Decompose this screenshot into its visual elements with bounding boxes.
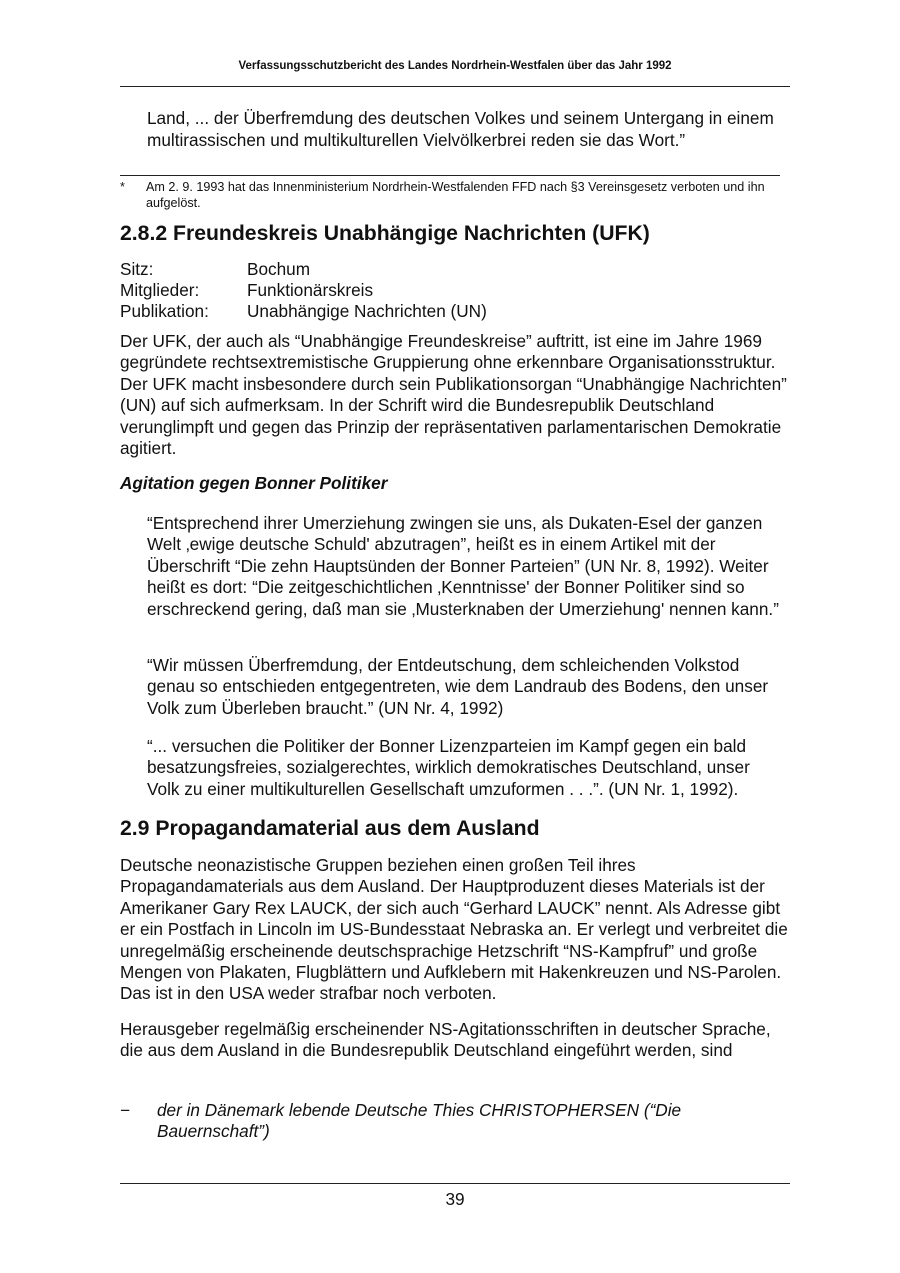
footnote-rule [120,175,780,176]
quote-block: “... versuchen die Politiker der Bonner Lizenzparteien im Kampf gegen ein bald besatzungsfreies, sozialgerechtes, wirklich demokratisches Deutschland, unser Volk zu einer multikulturellen Gesellschaft umzuformen . . .”. (UN Nr. 1, 1992). [147,736,750,799]
list-item [120,1100,780,1143]
running-header: Verfassungsschutzbericht des Landes Nordrhein-Westfalen über das Jahr 1992 [238,60,672,72]
organization-facts [120,259,487,322]
fact-row [120,301,487,322]
ufk-paragraph: Der UFK, der auch als “Unabhängige Freundeskreise” auftritt, ist eine im Jahre 1969 gegründete rechtsextremistische Gruppierung ohne erkennbare Organisationsstruktur. Der UFK macht insbesondere durch sein Publikationsorgan “Unabhängige Nachrichten” (UN) auf sich aufmerksam. In der Schrift wird die Bundesrepublik Deutschland verunglimpft und gegen das Prinzip der repräsentativen parlamentarischen Demokratie agitiert. [120,331,787,459]
quote-block: “Wir müssen Überfremdung, der Entdeutschung, dem schleichenden Volkstod genau so entschieden entgegentreten, wie dem Landraub des Bodens, den unser Volk zum Überleben braucht.” (UN Nr. 4, 1992) [147,655,769,718]
quote-continuation: Land, ... der Überfremdung des deutschen Volkes und seinem Untergang in einem multirassischen und multikulturellen Vielvölkerbrei reden sie das Wort.” [147,108,774,150]
subheading-agitation: Agitation gegen Bonner Politiker [120,473,388,493]
header-rule [120,86,790,87]
fact-value: Unabhängige Nachrichten (UN) [247,301,487,321]
fact-value: Bochum [247,259,311,279]
footnote [120,179,780,211]
propaganda-paragraph-1: Deutsche neonazistische Gruppen beziehen einen großen Teil ihres Propagandamaterials aus dem Ausland. Der Hauptproduzent dieses Materials ist der Amerikaner Gary Rex LAUCK, der sich auch “Gerhard LAUCK” nennt. Als Adresse gibt er ein Postfach in Lincoln im US-Bundesstaat Nebraska an. Er verlegt und verbreitet die unregelmäßig erscheinende deutschsprachige Hetzschrift “NS-Kampfruf” und große Mengen von Plakaten, Flugblättern und Aufklebern mit Hakenkreuzen und NS-Parolen. Das ist in den USA weder strafbar noch verboten. [120,855,788,1004]
fact-row [120,280,487,301]
list-item-text: der in Dänemark lebende Deutsche Thies CHRISTOPHERSEN (“Die Bauernschaft”) [157,1100,682,1142]
footnote-text: Am 2. 9. 1993 hat das Innenministerium Nordrhein-Westfalenden FFD nach §3 Vereinsgesetz verboten und ihn aufgelöst. [146,180,765,210]
propaganda-paragraph-2: Herausgeber regelmäßig erscheinender NS-Agitationsschriften in deutscher Sprache, die aus dem Ausland in die Bundesrepublik Deutschland eingeführt werden, sind [120,1019,771,1061]
fact-row [120,259,487,280]
fact-label: Mitglieder: [120,280,200,300]
section-heading-2-9: 2.9 Propagandamaterial aus dem Ausland [120,817,540,840]
page-number: 39 [445,1189,465,1209]
dash-bullet: − [120,1100,131,1120]
footer-rule [120,1183,790,1184]
footnote-mark: * [120,180,125,194]
fact-value: Funktionärskreis [247,280,374,300]
section-heading-2-8-2: 2.8.2 Freundeskreis Unabhängige Nachrichten (UFK) [120,222,650,245]
quote-block: “Entsprechend ihrer Umerziehung zwingen sie uns, als Dukaten-Esel der ganzen Welt ‚ewige deutsche Schuld' abzutragen”, heißt es in einem Artikel mit der Überschrift “Die zehn Hauptsünden der Bonner Parteien” (UN Nr. 8, 1992). Weiter heißt es dort: “Die zeitgeschichtlichen ‚Kenntnisse' der Bonner Politiker sind so erschreckend gering, daß man sie ‚Musterknaben der Umerziehung' nennen kann.” [147,513,779,619]
fact-label: Publikation: [120,301,209,321]
fact-label: Sitz: [120,259,154,279]
